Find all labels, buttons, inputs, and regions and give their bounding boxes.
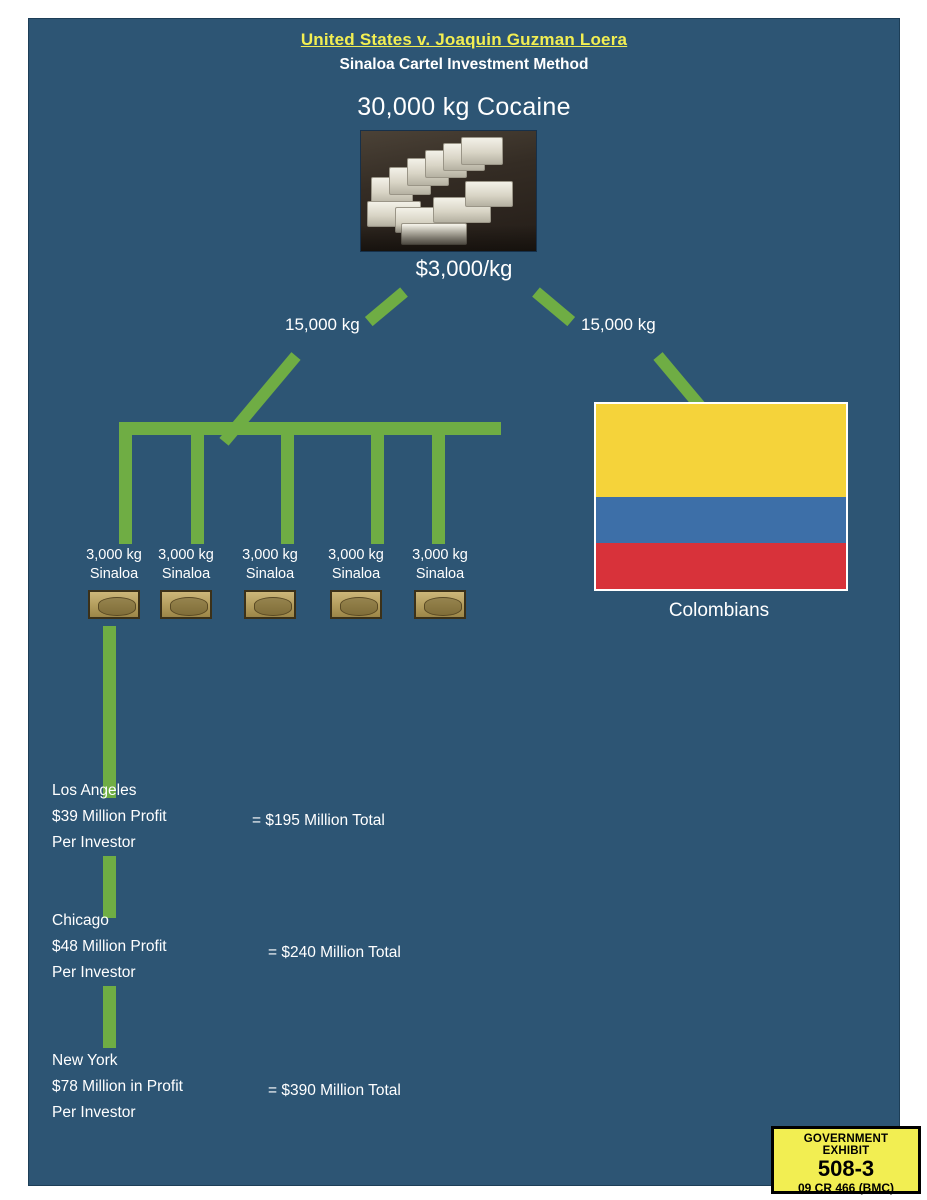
- money-icon: [414, 590, 466, 619]
- split-arrow-right: [532, 287, 575, 326]
- investor-drop-3: [281, 422, 294, 544]
- investor-column: [308, 546, 404, 619]
- flag-band-red: [596, 543, 846, 589]
- case-title: United States v. Joaquin Guzman Loera: [300, 30, 628, 49]
- city-block-chicago: [52, 908, 167, 986]
- colombia-caption: Colombians: [668, 600, 770, 621]
- flag-band-yellow: [596, 404, 846, 497]
- investor-org: Sinaloa: [245, 566, 295, 582]
- money-icon: [330, 590, 382, 619]
- city-total-chicago: = $240 Million Total: [268, 944, 401, 961]
- investor-drop-4: [371, 422, 384, 544]
- city-per-investor: Per Investor: [52, 834, 136, 851]
- city-name: New York: [52, 1052, 118, 1069]
- city-trunk-3: [103, 986, 116, 1048]
- money-icon: [88, 590, 140, 619]
- investor-org: Sinaloa: [331, 566, 381, 582]
- city-name: Chicago: [52, 912, 109, 929]
- split-label-right: 15,000 kg: [581, 315, 656, 334]
- split-label-left: 15,000 kg: [285, 315, 360, 334]
- investor-column: [392, 546, 488, 619]
- city-total-new-york: = $390 Million Total: [268, 1082, 401, 1099]
- cocaine-bricks-photo: [360, 130, 537, 252]
- investor-org: Sinaloa: [89, 566, 139, 582]
- investor-drop-2: [191, 422, 204, 544]
- investor-org: Sinaloa: [161, 566, 211, 582]
- investor-org: Sinaloa: [415, 566, 465, 582]
- city-total-los-angeles: = $195 Million Total: [252, 812, 385, 829]
- city-block-los-angeles: [52, 778, 167, 856]
- price-per-kg: $3,000/kg: [415, 256, 513, 281]
- exhibit-line-2: EXHIBIT: [822, 1145, 870, 1157]
- city-profit: $78 Million in Profit: [52, 1078, 183, 1095]
- headline-quantity: 30,000 kg Cocaine: [357, 93, 571, 121]
- money-icon: [244, 590, 296, 619]
- city-per-investor: Per Investor: [52, 964, 136, 981]
- city-profit: $48 Million Profit: [52, 938, 167, 955]
- money-icon: [160, 590, 212, 619]
- colombia-flag: [594, 402, 848, 591]
- title-block: [28, 30, 900, 74]
- investor-amount: 3,000 kg: [242, 547, 298, 563]
- exhibit-docket: 09 CR 466 (BMC): [797, 1181, 895, 1195]
- flag-band-blue: [596, 497, 846, 543]
- investor-amount: 3,000 kg: [412, 547, 468, 563]
- split-arrow-left: [365, 287, 408, 326]
- investor-amount: 3,000 kg: [86, 547, 142, 563]
- case-subtitle: Sinaloa Cartel Investment Method: [339, 56, 589, 73]
- city-name: Los Angeles: [52, 782, 137, 799]
- city-profit: $39 Million Profit: [52, 808, 167, 825]
- investor-amount: 3,000 kg: [328, 547, 384, 563]
- investor-amount: 3,000 kg: [158, 547, 214, 563]
- investor-column: [138, 546, 234, 619]
- investor-column: [222, 546, 318, 619]
- exhibit-line-1: GOVERNMENT: [803, 1133, 889, 1145]
- investor-drop-5: [432, 422, 445, 544]
- city-trunk: [103, 626, 116, 798]
- government-exhibit-stamp: [771, 1126, 921, 1194]
- investor-drop-1: [119, 422, 132, 544]
- city-per-investor: Per Investor: [52, 1104, 136, 1121]
- exhibit-number: 508-3: [817, 1156, 875, 1181]
- diagram-board: [28, 18, 900, 1186]
- city-block-new-york: [52, 1048, 183, 1126]
